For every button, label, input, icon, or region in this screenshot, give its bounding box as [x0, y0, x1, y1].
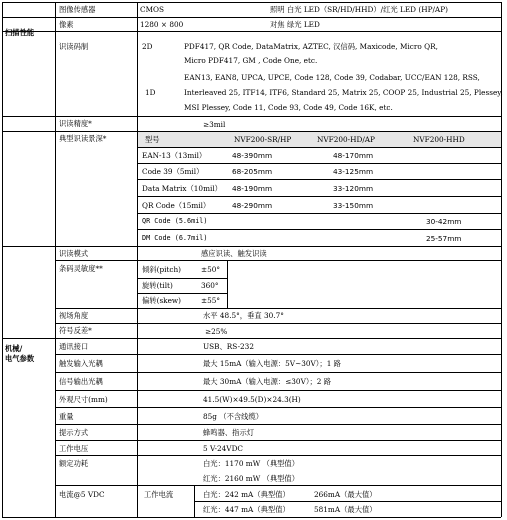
rule	[137, 196, 501, 197]
depth-row-hd: 33-120mm	[333, 184, 374, 193]
rule	[137, 278, 227, 279]
rule	[2, 2, 3, 517]
dimensions-label: 外观尺寸(mm)	[59, 395, 108, 404]
depth-model-hd: NVF200-HD/AP	[317, 135, 375, 144]
skew-value: ±55°	[201, 296, 221, 305]
depth-row-sr: 48-190mm	[232, 184, 273, 193]
symbology-1d-line1: EAN13, EAN8, UPCA, UPCE, Code 128, Code 39, Codabar, UCC/EAN 128, RSS,	[184, 73, 480, 82]
skew-label: 偏转(skew)	[142, 296, 182, 305]
pitch-value: ±50°	[201, 265, 221, 274]
rule	[2, 246, 501, 247]
view-angle-value: 水平 48.5°，垂直 30.7°	[203, 311, 284, 320]
contrast-value: ≥25%	[205, 327, 228, 336]
rule	[194, 501, 501, 502]
rule	[55, 323, 501, 324]
illumination-value: 照明 白光 LED（SR/HD/HHD）/红光 LED (HP/AP)	[270, 5, 448, 14]
current-red-max: 581mA（最大值）	[314, 505, 377, 514]
rule	[137, 179, 501, 180]
rule	[55, 455, 501, 456]
signal-output-value: 最大 30mA（输入电源：≤30V）；2 路	[203, 377, 332, 386]
rule	[55, 440, 501, 441]
current-white-max: 266mA（最大值）	[314, 490, 377, 499]
symbology-label: 识读码制	[59, 42, 89, 51]
depth-row-name: Code 39（5mil）	[142, 167, 204, 176]
depth-label: 典型识读景深*	[59, 134, 107, 143]
rule	[137, 213, 501, 214]
precision-label: 识读精度*	[59, 119, 92, 128]
read-mode-value: 感应识读、触发识读	[201, 249, 267, 258]
sensitivity-label: 条码灵敏度**	[59, 264, 103, 273]
rule	[55, 308, 501, 309]
depth-row-hhd: 25-57mm	[426, 234, 462, 243]
depth-row-sr: 68-205mm	[232, 167, 273, 176]
current-label: 电流@5 VDC	[59, 490, 105, 499]
depth-model-sr: NVF200-SR/HP	[234, 135, 292, 144]
focus-value: 对焦 绿光 LED	[270, 20, 320, 29]
rule	[55, 407, 501, 408]
weight-label: 重量	[59, 412, 74, 421]
rule	[2, 517, 501, 518]
rule	[2, 17, 501, 18]
trigger-input-value: 最大 15mA（输入电源：5V~30V）；1 路	[203, 359, 341, 368]
rule	[55, 260, 501, 261]
current-white-typical: 白光：242 mA（典型值）	[203, 490, 290, 499]
depth-row-name: Data Matrix（10mil）	[142, 184, 222, 193]
pixel-value: 1280 × 800	[140, 20, 184, 29]
symbology-1d-tag: 1D	[145, 88, 156, 97]
section-mechanical-line1: 机械/	[5, 344, 23, 353]
rule	[137, 229, 501, 230]
depth-row-name: QR Code (5.6mil)	[142, 217, 208, 225]
dimensions-value: 41.5(W)×49.5(D)×24.3(H)	[203, 395, 301, 404]
depth-row-name: EAN-13（13mil）	[142, 151, 207, 160]
indicator-label: 提示方式	[59, 428, 89, 437]
read-mode-label: 识读模式	[59, 249, 89, 258]
sensor-value: CMOS	[140, 5, 165, 14]
trigger-input-label: 触发输入光耦	[59, 359, 103, 368]
spec-table	[2, 2, 505, 518]
rule	[137, 293, 227, 294]
tilt-label: 旋转(tilt)	[142, 281, 173, 290]
interface-value: USB、RS-232	[203, 342, 254, 351]
power-label: 额定功耗	[59, 459, 89, 468]
rule	[137, 2, 138, 517]
view-angle-label: 视场角度	[59, 311, 89, 320]
rule	[194, 485, 195, 517]
sensor-label: 图像传感器	[59, 5, 96, 14]
rule	[55, 424, 501, 425]
tilt-value: 360°	[201, 281, 219, 290]
depth-row-name: QR Code（15mil）	[142, 201, 211, 210]
depth-row-name: DM Code (6.7mil)	[142, 234, 208, 242]
pixel-label: 像素	[59, 20, 74, 29]
contrast-label: 符号反差*	[59, 326, 92, 335]
precision-value: ≥3mil	[203, 120, 226, 129]
signal-output-label: 信号输出光耦	[59, 377, 103, 386]
depth-row-hd: 33-150mm	[333, 201, 374, 210]
rule	[55, 390, 501, 391]
depth-model-hhd: NVF200-HHD	[413, 135, 465, 144]
depth-row-hd: 48-170mm	[333, 151, 374, 160]
rule	[2, 131, 501, 132]
section-scan-performance: 扫描性能	[5, 28, 35, 37]
indicator-value: 蜂鸣器、指示灯	[203, 428, 255, 437]
rule	[55, 372, 501, 373]
rule	[2, 2, 501, 3]
weight-value: 85g （不含线缆）	[203, 412, 264, 421]
depth-model-header: 型号	[145, 135, 160, 144]
current-red-typical: 红光：447 mA（典型值）	[203, 505, 290, 514]
depth-row-hhd: 30-42mm	[426, 217, 462, 226]
rule	[55, 485, 501, 486]
interface-label: 通讯接口	[59, 342, 89, 351]
symbology-2d-line2: Micro PDF417, GM , Code One, etc.	[184, 56, 318, 65]
depth-row-hd: 43-125mm	[333, 167, 374, 176]
symbology-1d-line2: Interleaved 25, ITF14, ITF6, Standard 25, Matrix 25, COOP 25, Industrial 25, Plessey,	[184, 88, 503, 97]
rule	[227, 260, 228, 308]
power-white-value: 白光：1170 mW （典型值）	[203, 459, 300, 468]
symbology-1d-line3: MSI Plessey, Code 11, Code 93, Code 49, Code 16K, etc.	[184, 103, 393, 112]
rule	[2, 116, 501, 117]
rule	[2, 338, 501, 339]
rule	[55, 2, 56, 517]
pitch-label: 倾斜(pitch)	[142, 265, 182, 274]
voltage-value: 5 V-24VDC	[203, 444, 244, 453]
depth-row-sr: 48-290mm	[232, 201, 273, 210]
rule	[55, 354, 501, 355]
rule	[137, 147, 501, 148]
voltage-label: 工作电压	[59, 444, 89, 453]
section-mechanical-line2: 电气参数	[5, 354, 35, 363]
rule	[501, 2, 502, 517]
symbology-2d-line1: PDF417, QR Code, DataMatrix, AZTEC, 汉信码, Maxicode, Micro QR,	[184, 42, 438, 51]
depth-row-sr: 48-390mm	[232, 151, 273, 160]
symbology-2d-tag: 2D	[142, 42, 153, 51]
rule	[137, 163, 501, 164]
power-red-value: 红光：2160 mW （典型值）	[203, 474, 300, 483]
rule	[2, 31, 501, 32]
current-sub-label: 工作电流	[144, 490, 174, 499]
